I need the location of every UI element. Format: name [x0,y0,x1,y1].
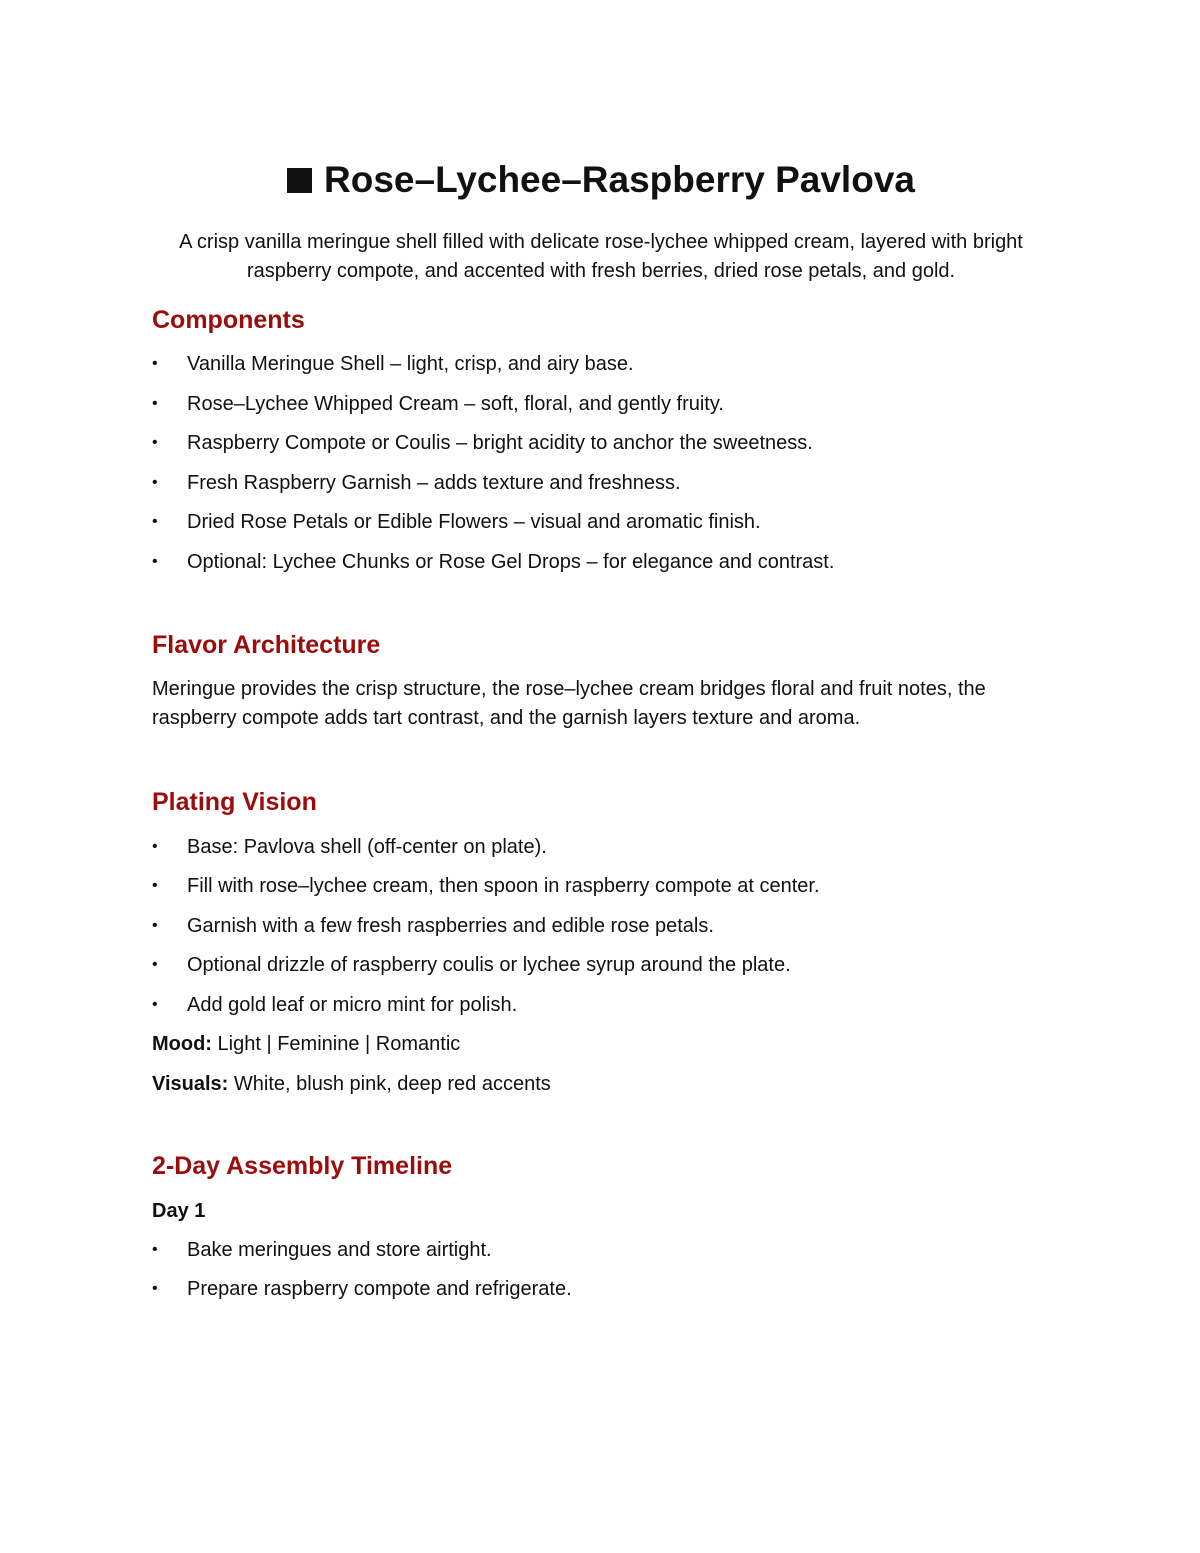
list-item [152,835,1050,859]
list-item [152,914,1050,938]
bullet-icon: • [152,513,158,530]
bullet-icon: • [152,995,158,1013]
list-item [152,953,1050,977]
list-item-text: Fill with rose–lychee cream, then spoon in raspberry compote at center. [187,875,820,897]
bullet-icon: • [152,877,158,894]
list-item [152,392,1050,416]
list-item [152,1277,1050,1301]
list-item-text: Dried Rose Petals or Edible Flowers – visual and aromatic finish. [187,511,761,533]
list-item-text: Base: Pavlova shell (off-center on plate). [187,835,547,858]
bullet-icon: • [152,837,158,855]
bullet-icon: • [152,916,158,934]
list-item-text: Raspberry Compote or Coulis – bright acidity to anchor the sweetness. [187,432,813,454]
list-item-text: Optional: Lychee Chunks or Rose Gel Drops – for elegance and contrast. [187,550,835,573]
components-list [152,352,1050,574]
timeline-heading: 2-Day Assembly Timeline [152,1151,453,1180]
visuals-value: White, blush pink, deep red accents [228,1072,551,1095]
list-item-text: Bake meringues and store airtight. [187,1238,492,1261]
plating-heading: Plating Vision [152,787,317,816]
list-item-text: Prepare raspberry compote and refrigerate. [187,1278,572,1300]
list-item-text: Optional drizzle of raspberry coulis or lychee syrup around the plate. [187,954,791,976]
intro-paragraph: A crisp vanilla meringue shell filled with delicate rose-lychee whipped cream, layered with bright raspberry compote, and accented with fresh berries, dried rose petals, and gold. [179,231,1023,282]
bullet-icon: • [152,956,158,973]
list-item [152,471,1050,495]
bullet-icon: • [152,1280,158,1297]
mood-value: Light | Feminine | Romantic [211,1033,461,1055]
mood-line [152,1032,1050,1056]
bullet-icon: • [152,394,158,412]
list-item-text: Add gold leaf or micro mint for polish. [187,993,518,1016]
list-item [152,352,1050,376]
page-title-text: Rose–Lychee–Raspberry Pavlova [324,159,915,200]
list-item-text: Garnish with a few fresh raspberries and edible rose petals. [187,914,714,937]
mood-label: Mood: [152,1033,212,1055]
list-item [152,510,1050,534]
bullet-icon: • [152,434,158,451]
flavor-paragraph: Meringue provides the crisp structure, the rose–lychee cream bridges floral and fruit notes, the raspberry compote adds tart contrast, and the garnish layers texture and aroma. [152,677,986,729]
components-heading: Components [152,306,305,334]
list-item [152,874,1050,898]
list-item [152,993,1050,1017]
bullet-icon: • [152,1240,158,1258]
black-square-icon [287,168,312,193]
bullet-icon: • [152,473,158,491]
bullet-icon: • [152,355,158,372]
visuals-label: Visuals: [152,1072,229,1095]
list-item-text: Rose–Lychee Whipped Cream – soft, floral, and gently fruity. [187,392,724,415]
page-title [152,0,1050,202]
day1-list [152,1238,1050,1302]
list-item [152,1238,1050,1262]
list-item-text: Fresh Raspberry Garnish – adds texture and freshness. [187,471,681,494]
day1-label: Day 1 [152,1199,206,1222]
list-item [152,431,1050,455]
flavor-heading: Flavor Architecture [152,630,381,659]
visuals-line [152,1072,1050,1096]
list-item [152,550,1050,574]
list-item-text: Vanilla Meringue Shell – light, crisp, and airy base. [187,353,634,375]
plating-list [152,835,1050,1017]
bullet-icon: • [152,552,158,570]
